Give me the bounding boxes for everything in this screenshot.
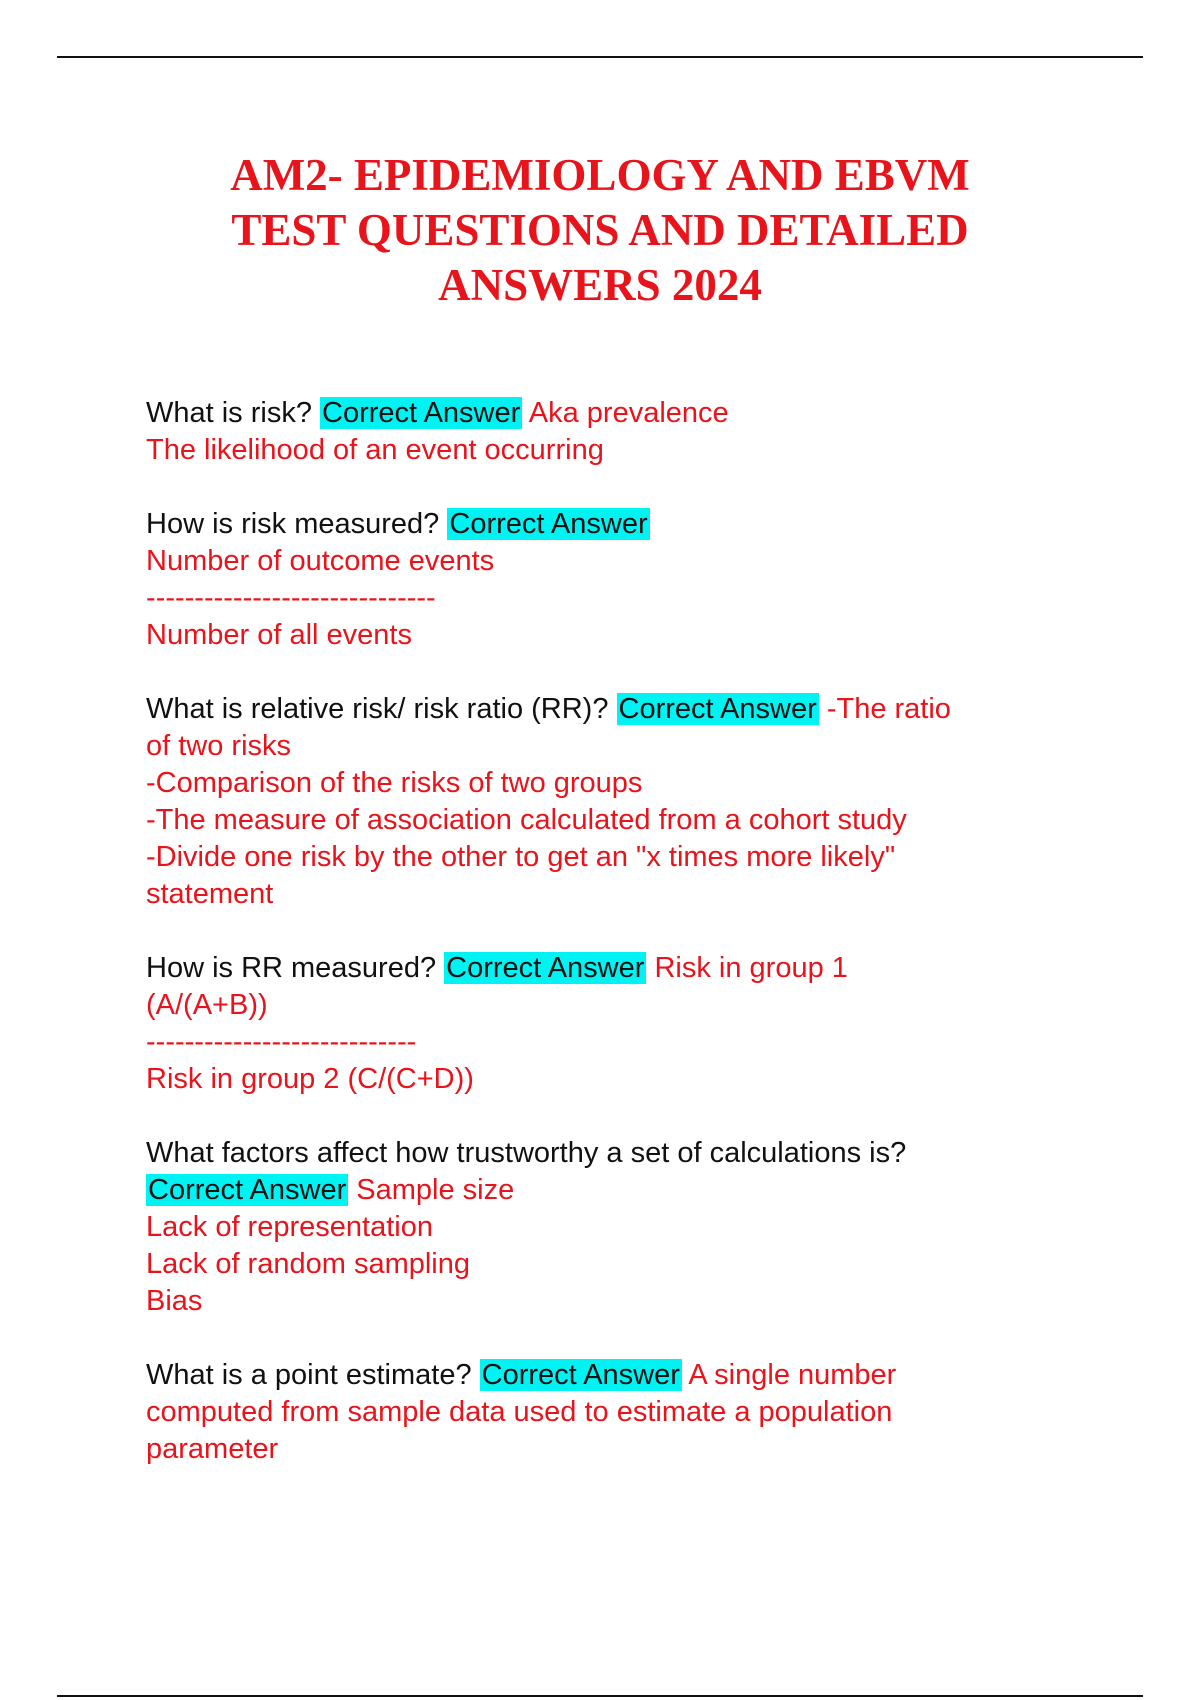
footer-rule [57, 1695, 1143, 1697]
qa-item-risk [146, 395, 1046, 469]
qa-first-line [146, 506, 1046, 543]
qa-item-trustworthy-factors [146, 1135, 1046, 1320]
correct-answer-badge: Correct Answer [481, 1359, 680, 1391]
qa-item-point-estimate [146, 1357, 1046, 1468]
fraction-separator: ------------------------------ [146, 582, 436, 614]
title-line: ANSWERS 2024 [438, 260, 762, 310]
answer-line: computed from sample data used to estimate a population [146, 1396, 893, 1428]
qa-first-line [146, 691, 1046, 728]
qa-list [146, 395, 1046, 1505]
qa-item-relative-risk [146, 691, 1046, 913]
title-line: AM2- EPIDEMIOLOGY AND EBVM [230, 150, 970, 200]
answer-inline: Risk in group 1 [654, 952, 848, 984]
answer-line: Number of all events [146, 619, 412, 651]
correct-answer-badge: Correct Answer [618, 693, 817, 725]
qa-badge-line [146, 1172, 1046, 1209]
answer-inline: Sample size [356, 1174, 515, 1206]
answer-line: statement [146, 878, 274, 910]
qa-first-line [146, 950, 1046, 987]
document-title [150, 148, 1050, 313]
answer-line: -Divide one risk by the other to get an "x times more likely" [146, 841, 896, 873]
answer-line: -The measure of association calculated from a cohort study [146, 804, 907, 836]
answer-line: Lack of random sampling [146, 1248, 470, 1280]
answer-line: Bias [146, 1285, 203, 1317]
correct-answer-badge: Correct Answer [449, 508, 648, 540]
title-line: TEST QUESTIONS AND DETAILED [231, 205, 969, 255]
answer-inline: A single number [688, 1359, 897, 1391]
question-text: How is risk measured? [146, 508, 440, 540]
question-text: How is RR measured? [146, 952, 437, 984]
answer-line: The likelihood of an event occurring [146, 434, 604, 466]
header-rule [57, 56, 1143, 58]
correct-answer-badge: Correct Answer [148, 1174, 347, 1206]
question-text: What is a point estimate? [146, 1359, 472, 1391]
answer-line: Number of outcome events [146, 545, 495, 577]
correct-answer-badge: Correct Answer [446, 952, 645, 984]
qa-first-line [146, 1357, 1046, 1394]
answer-line: Risk in group 2 (C/(C+D)) [146, 1063, 474, 1095]
question-text: What is risk? [146, 397, 312, 429]
question-text: What factors affect how trustworthy a set of calculations is? [146, 1137, 907, 1169]
answer-line: (A/(A+B)) [146, 989, 268, 1021]
answer-line: parameter [146, 1433, 279, 1465]
question-text: What is relative risk/ risk ratio (RR)? [146, 693, 609, 725]
fraction-separator: ---------------------------- [146, 1026, 417, 1058]
answer-inline: -The ratio [826, 693, 951, 725]
answer-inline: Aka prevalence [528, 397, 729, 429]
answer-line: Lack of representation [146, 1211, 433, 1243]
qa-first-line [146, 395, 1046, 432]
answer-line: of two risks [146, 730, 292, 762]
correct-answer-badge: Correct Answer [322, 397, 521, 429]
qa-item-rr-measured [146, 950, 1046, 1098]
qa-item-risk-measured [146, 506, 1046, 654]
answer-line: -Comparison of the risks of two groups [146, 767, 643, 799]
